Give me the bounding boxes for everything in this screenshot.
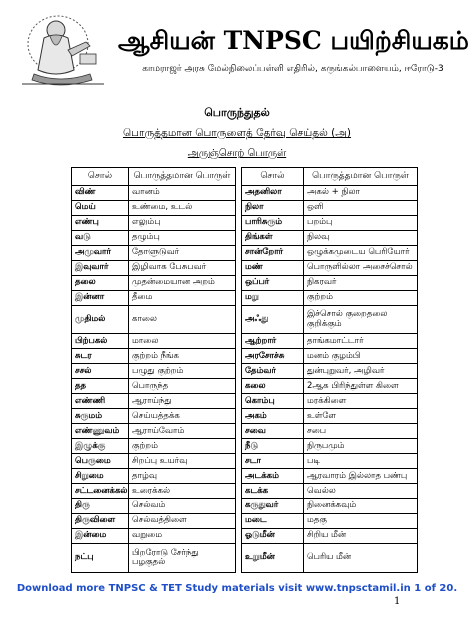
meaning-cell: வறுமை — [129, 529, 236, 544]
meaning-cell: இச்சொல் குறைதலை குறிக்கும் — [304, 305, 418, 334]
sage-logo — [14, 10, 112, 90]
meaning-cell: பறம்பு — [304, 215, 418, 230]
table-row — [72, 364, 418, 379]
meaning-cell: அகல் + நிலா — [304, 186, 418, 201]
meaning-cell: வானம் — [129, 186, 236, 201]
meaning-cell: பழுது குற்றம் — [129, 364, 236, 379]
meaning-cell: நிகரவர் — [304, 275, 418, 290]
word-cell: ஆற்றார் — [242, 334, 304, 349]
word-cell: சவை — [242, 424, 304, 439]
meaning-cell: உரைக்கல் — [129, 484, 236, 499]
word-cell: சிறுமை — [72, 469, 129, 484]
word-cell: சடா — [242, 454, 304, 469]
table-row — [72, 409, 418, 424]
word-cell: நிலா — [242, 200, 304, 215]
table-row — [72, 394, 418, 409]
table-row — [72, 454, 418, 469]
word-meaning-table — [71, 167, 418, 573]
word-cell: எண்ணுவம் — [72, 424, 129, 439]
word-cell: எண்ணி — [72, 394, 129, 409]
table-row — [72, 514, 418, 529]
word-cell: மெய் — [72, 200, 129, 215]
table-row — [72, 230, 418, 245]
section-heading: பொருந்துதல் — [204, 106, 270, 119]
word-cell: சுருமம் — [72, 409, 129, 424]
word-cell: சசல் — [72, 364, 129, 379]
word-cell: கடக்க — [242, 484, 304, 499]
meaning-cell: இழிவாக பேசுபவர் — [129, 260, 236, 275]
meaning-cell: தாழ்வு — [129, 469, 236, 484]
meaning-cell: காலை — [129, 305, 236, 334]
meaning-cell: சபை — [304, 424, 418, 439]
word-cell: உறுமீன் — [242, 544, 304, 573]
word-cell: சுடர — [72, 349, 129, 364]
page-number: 1 — [394, 596, 401, 607]
word-cell: இன்மை — [72, 529, 129, 544]
word-cell: ஓடுமீன் — [242, 529, 304, 544]
word-cell: சட்டனைக்கல் — [72, 484, 129, 499]
word-cell: மண் — [242, 260, 304, 275]
word-cell: கருதுவர் — [242, 499, 304, 514]
table-row — [72, 200, 418, 215]
meaning-cell: தோளுடுவர் — [129, 245, 236, 260]
meaning-cell: ஆராய்வோம் — [129, 424, 236, 439]
word-cell: நீடு — [242, 439, 304, 454]
word-cell: இவுவார் — [72, 260, 129, 275]
meaning-cell: ஒளி — [304, 200, 418, 215]
meaning-cell: வெல்ல — [304, 484, 418, 499]
word-cell: இழுக்கு — [72, 439, 129, 454]
exercise-title: பொருத்தமான பொருளைத் தேர்வு செய்தல் (அ) — [122, 127, 352, 139]
meaning-cell: நிலவு — [304, 230, 418, 245]
meaning-cell: உள்ளே — [304, 409, 418, 424]
meaning-cell: பெரிய மீன் — [304, 544, 418, 573]
word-cell: பிற்பகல் — [72, 334, 129, 349]
word-cell: தத — [72, 379, 129, 394]
column-header-meaning: பொருத்தமான பொருள் — [304, 168, 418, 186]
column-header-word: சொல் — [242, 168, 304, 186]
meaning-cell: செய்யத்தக்க — [129, 409, 236, 424]
meaning-cell: தீமை — [129, 290, 236, 305]
meaning-cell: எலும்பு — [129, 215, 236, 230]
column-header-word: சொல் — [72, 168, 129, 186]
meaning-cell: சிறிய மீன் — [304, 529, 418, 544]
table-row — [72, 334, 418, 349]
meaning-cell: மதகு — [304, 514, 418, 529]
meaning-cell: தாங்கமாட்டார் — [304, 334, 418, 349]
word-cell: பெருமை — [72, 454, 129, 469]
table-row — [72, 529, 418, 544]
word-cell: முதிமல் — [72, 305, 129, 334]
word-cell: சான்றோர் — [242, 245, 304, 260]
word-cell: திருவிளை — [72, 514, 129, 529]
word-cell: அஃது — [242, 305, 304, 334]
word-cell: மடை — [242, 514, 304, 529]
meaning-cell: பிறரோடு சேர்ந்து பழகுதல் — [129, 544, 236, 573]
meaning-cell: உண்மை, உடல் — [129, 200, 236, 215]
word-cell: அடக்கம் — [242, 469, 304, 484]
table-row — [72, 469, 418, 484]
meaning-cell: 2ஆக பிரிந்துள்ள கிளை — [304, 379, 418, 394]
word-cell: அமுவார் — [72, 245, 129, 260]
word-cell: எண்பு — [72, 215, 129, 230]
meaning-cell: துன்புறுவர், அழிவர் — [304, 364, 418, 379]
meaning-cell: குற்றம் — [129, 439, 236, 454]
meaning-cell: குற்றம் — [304, 290, 418, 305]
table-body — [72, 186, 418, 573]
table-row — [72, 260, 418, 275]
word-cell: திரு — [72, 499, 129, 514]
table-row — [72, 544, 418, 573]
meaning-cell: படி — [304, 454, 418, 469]
table-row — [72, 484, 418, 499]
table-row — [72, 245, 418, 260]
table-row — [72, 349, 418, 364]
word-cell: வடு — [72, 230, 129, 245]
meaning-cell: குற்றம் நீங்க — [129, 349, 236, 364]
meaning-cell: ஆரவாரம் இல்லாத பண்பு — [304, 469, 418, 484]
table-row — [72, 379, 418, 394]
meaning-cell: பொருந்த — [129, 379, 236, 394]
section-title: அருஞ்சொற் பொருள் — [187, 148, 287, 159]
table-row — [72, 305, 418, 334]
table-row — [72, 215, 418, 230]
word-cell: அரசோச்சு — [242, 349, 304, 364]
word-cell: பாரிசுரும் — [242, 215, 304, 230]
meaning-cell: ஒழுக்கமுடைய பெரியோர் — [304, 245, 418, 260]
institute-address: காமராஜர் அரசு மேல்நிலைப்பள்ளி எதிரில், கருங்கல்பாளையம், ஈரோடு-3 — [142, 64, 444, 74]
word-cell: நட்பு — [72, 544, 129, 573]
word-cell: இன்னா — [72, 290, 129, 305]
meaning-cell: செல்வத்திளை — [129, 514, 236, 529]
table-header-row — [72, 168, 418, 186]
word-cell: ஒப்பர் — [242, 275, 304, 290]
table-row — [72, 290, 418, 305]
meaning-cell: தழும்பு — [129, 230, 236, 245]
table-row — [72, 424, 418, 439]
word-cell: அதனிலா — [242, 186, 304, 201]
footer-download-note: Download more TNPSC & TET Study materials visit www.tnpsctamil.in 1 of 20. — [16, 583, 458, 594]
word-cell: திங்கள் — [242, 230, 304, 245]
meaning-cell: செல்வம் — [129, 499, 236, 514]
table-row — [72, 499, 418, 514]
word-cell: விண் — [72, 186, 129, 201]
meaning-cell: மனம் குழம்பி — [304, 349, 418, 364]
meaning-cell: ஆராய்ந்து — [129, 394, 236, 409]
word-cell: தலை — [72, 275, 129, 290]
word-cell: மறு — [242, 290, 304, 305]
meaning-cell: முதன்மையான அறம் — [129, 275, 236, 290]
meaning-cell: பொருளில்லா அசைச்சொல் — [304, 260, 418, 275]
meaning-cell: சிறப்பு உயர்வு — [129, 454, 236, 469]
word-cell: கொம்பு — [242, 394, 304, 409]
table-row — [72, 275, 418, 290]
word-cell: அகம் — [242, 409, 304, 424]
meaning-cell: மரக்கிளை — [304, 394, 418, 409]
meaning-cell: நினைக்கவும் — [304, 499, 418, 514]
institute-title: ஆசியன் TNPSC பயிற்சியகம் — [118, 26, 469, 55]
word-cell: கலை — [242, 379, 304, 394]
table-row — [72, 186, 418, 201]
table-row — [72, 439, 418, 454]
meaning-cell: மாலை — [129, 334, 236, 349]
column-header-meaning: பொருத்தமான பொருள் — [129, 168, 236, 186]
meaning-cell: நிருபமும் — [304, 439, 418, 454]
word-cell: தேம்வர் — [242, 364, 304, 379]
